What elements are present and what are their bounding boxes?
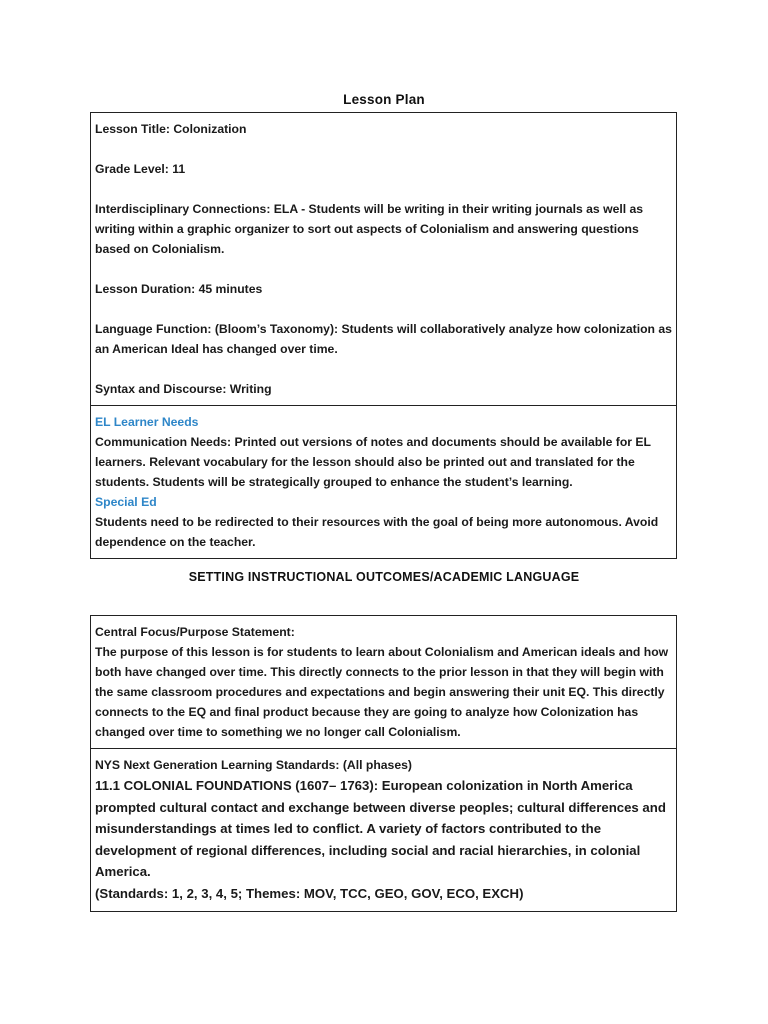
lesson-title: Lesson Title: Colonization xyxy=(95,122,247,136)
interdisciplinary-connections: Interdisciplinary Connections: ELA - Students will be writing in their writing journals as well as writing within a graphic organizer to sort out aspects of Colonialism and answering questions based on Colonialism. xyxy=(95,202,644,256)
learner-needs-cell xyxy=(91,405,676,558)
section-heading: SETTING INSTRUCTIONAL OUTCOMES/ACADEMIC LANGUAGE xyxy=(188,570,580,584)
standards-cell xyxy=(91,748,676,911)
grade-level: Grade Level: 11 xyxy=(95,162,186,176)
lesson-plan-table xyxy=(90,112,677,559)
lesson-info-cell xyxy=(91,113,676,405)
standards-themes: (Standards: 1, 2, 3, 4, 5; Themes: MOV, TCC, GEO, GOV, ECO, EXCH) xyxy=(95,885,524,901)
special-ed-heading: Special Ed xyxy=(95,495,157,509)
standards-text: 11.1 COLONIAL FOUNDATIONS (1607– 1763): European colonization in North America prompted cultural contact and exchange between diverse peoples; cultural differences and misunderstandings at times led to conflict. A variety of factors contributed to the development of regional differences, including social and racial hierarchies, in colonial America. xyxy=(95,778,666,880)
language-function: Language Function: (Bloom’s Taxonomy): Students will collaboratively analyze how colonization as an American Ideal has changed over time. xyxy=(95,322,672,356)
syntax-discourse: Syntax and Discourse: Writing xyxy=(95,382,272,396)
central-focus-label: Central Focus/Purpose Statement: xyxy=(95,625,295,639)
el-learner-needs-text: Communication Needs: Printed out versions of notes and documents should be available for EL learners. Relevant vocabulary for the lesson should also be printed out and translated for the students. Students will be strategically grouped to enhance the student’s learning. xyxy=(95,435,651,489)
standards-label: NYS Next Generation Learning Standards: (All phases) xyxy=(95,758,412,772)
central-focus-text: The purpose of this lesson is for students to learn about Colonialism and American ideals and how both have changed over time. This directly connects to the prior lesson in that they will begin with the same classroom procedures and expectations and begin answering their unit EQ. This directly connects to the EQ and final product because they are going to analyze how Colonization has changed over time to something we no longer call Colonialism. xyxy=(95,645,669,739)
special-ed-text: Students need to be redirected to their resources with the goal of being more autonomous. Avoid dependence on the teacher. xyxy=(95,515,659,549)
lesson-duration: Lesson Duration: 45 minutes xyxy=(95,282,263,296)
central-focus-cell xyxy=(91,616,676,748)
document-title: Lesson Plan xyxy=(343,92,425,107)
outcomes-table xyxy=(90,615,677,912)
el-learner-needs-heading: EL Learner Needs xyxy=(95,415,199,429)
